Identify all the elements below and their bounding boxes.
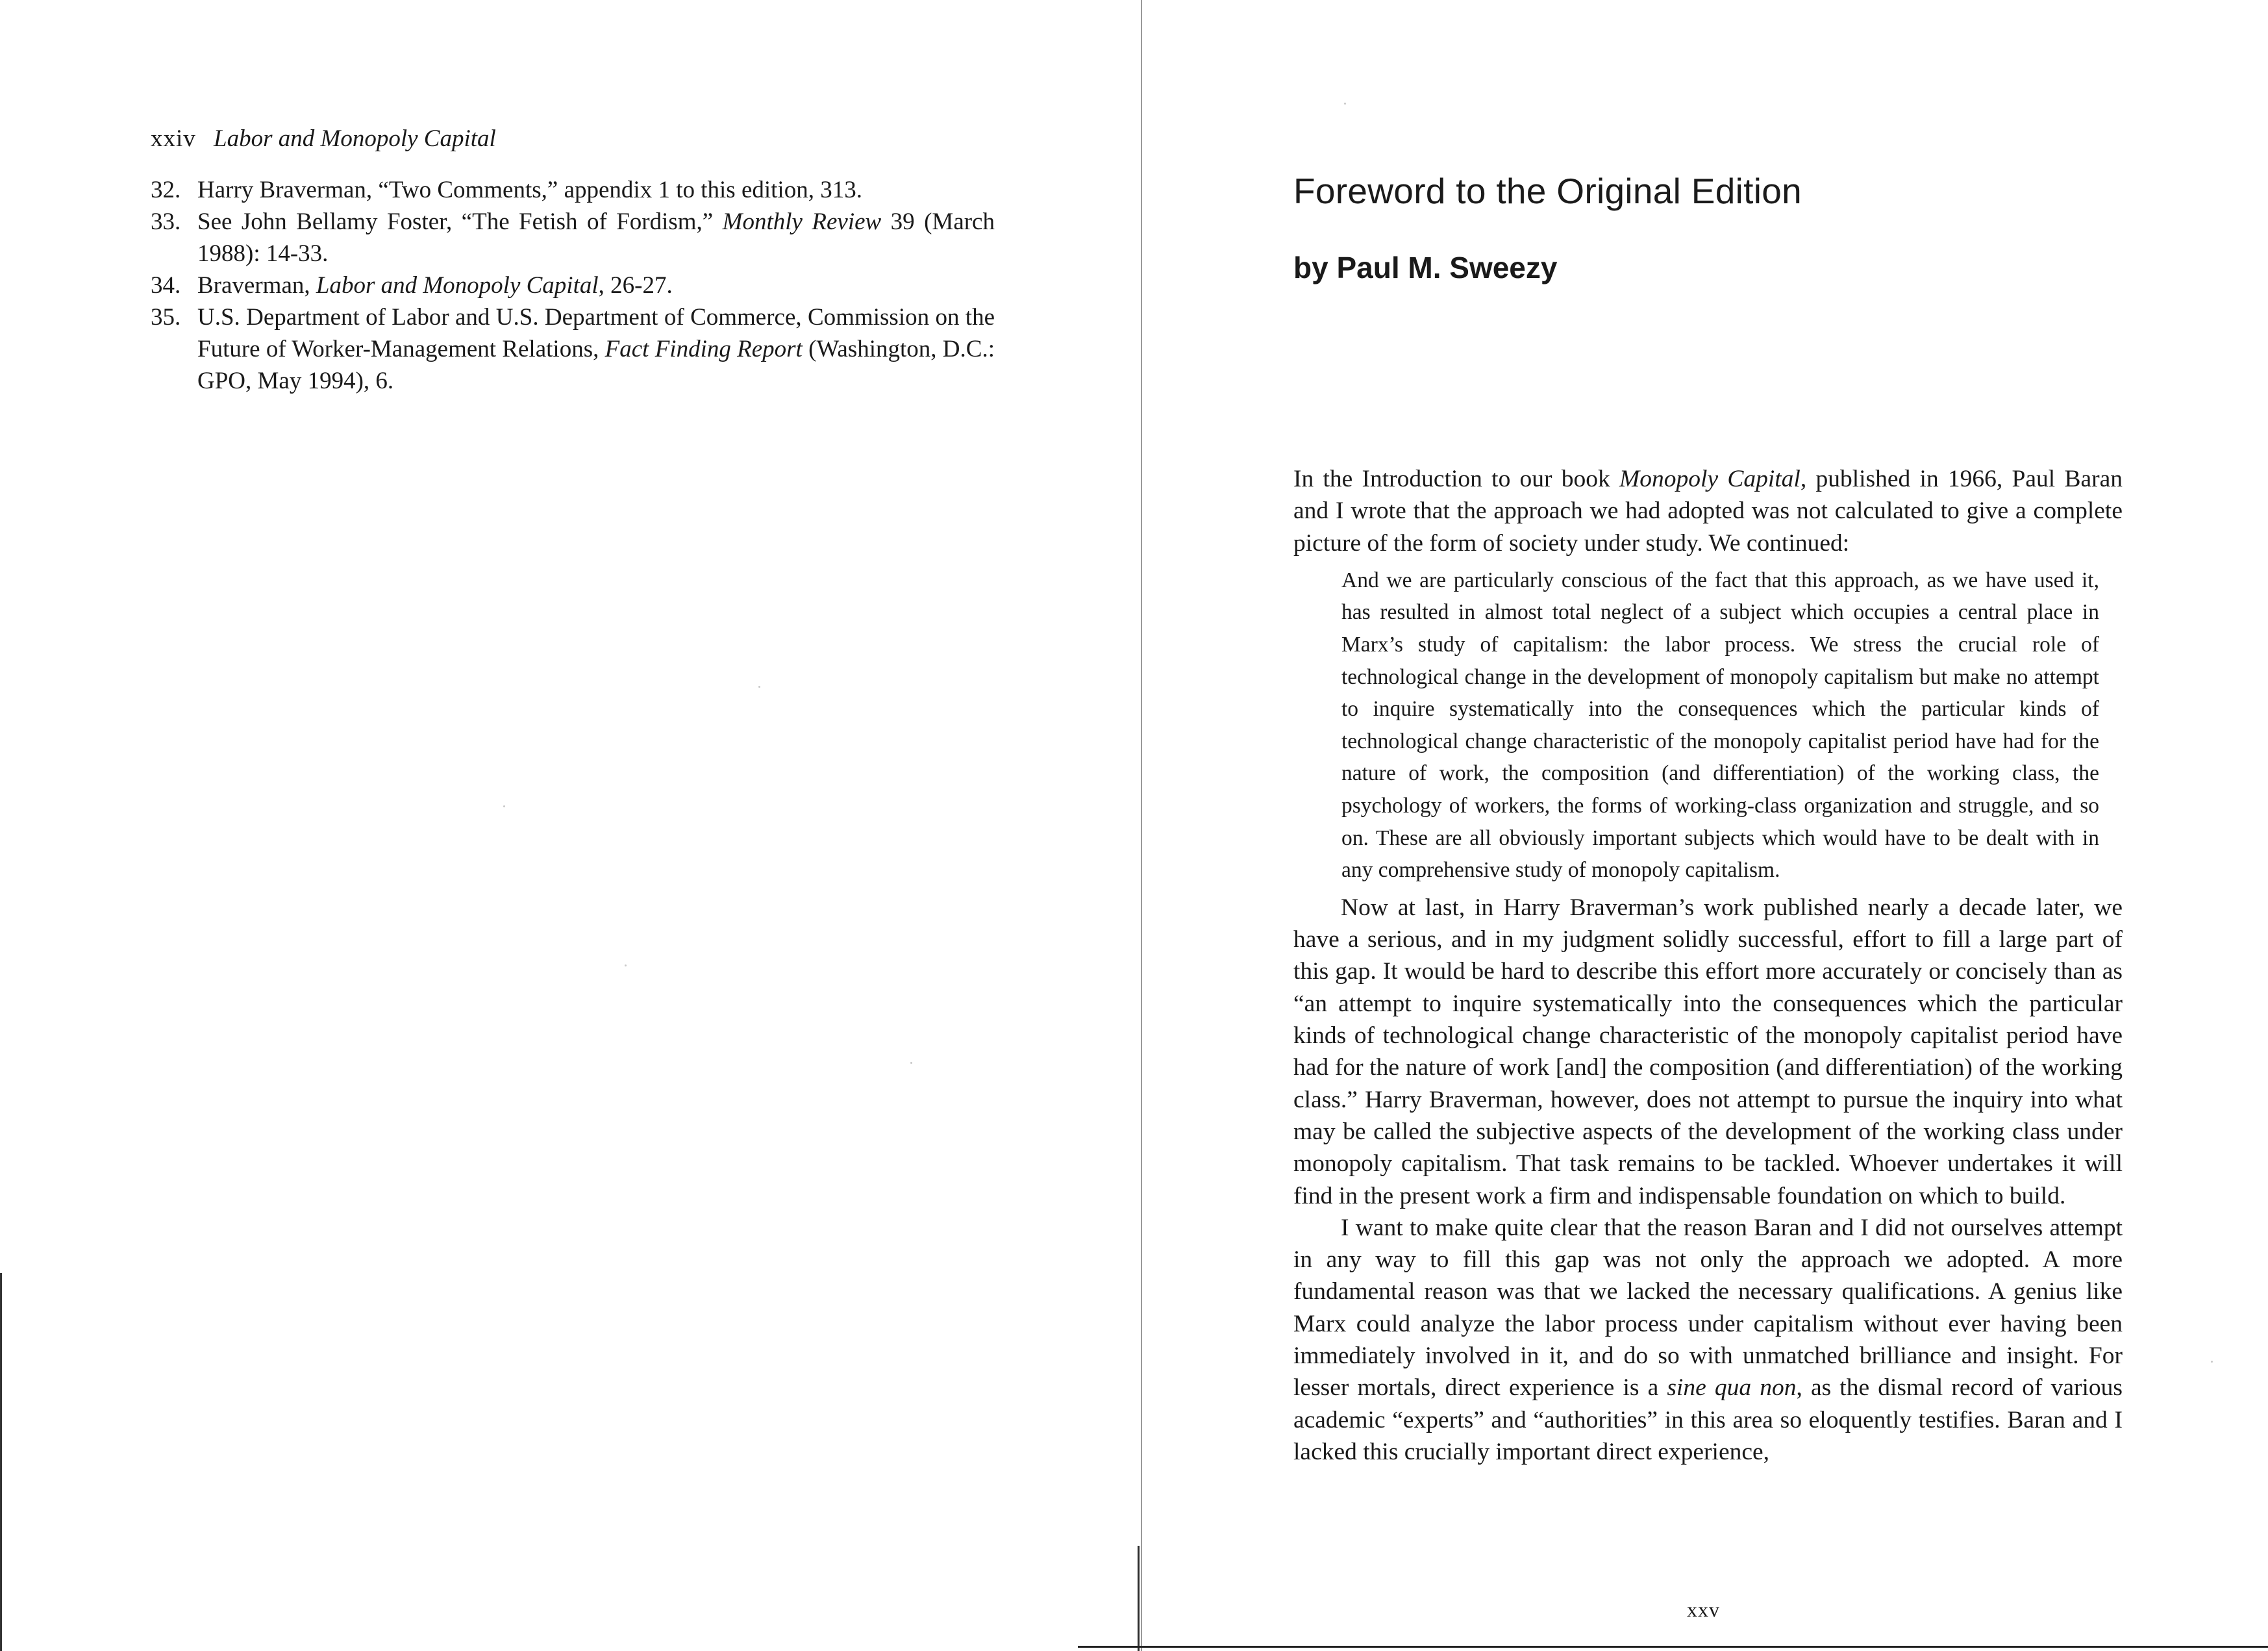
endnote-text: Harry Braverman, “Two Comments,” appendix 1 to this edition, 313. xyxy=(197,177,862,203)
scan-speck xyxy=(910,1062,912,1064)
italic-title: sine qua non xyxy=(1667,1374,1797,1402)
intro-paragraph: In the Introduction to our book Monopoly Capital, published in 1966, Paul Baran and I wrote that the approach we had adopted was not calculated to give a complete picture of the form of society under study. We continued: xyxy=(1293,466,2123,557)
scan-speck xyxy=(503,805,505,807)
endnote-number: 34. xyxy=(151,272,181,299)
endnote-text: See John Bellamy Foster, “The Fetish of Fordism,” Monthly Review 39 (March 1988): 14-33. xyxy=(197,208,995,267)
page-bottom-rule xyxy=(1078,1646,2268,1648)
scan-speck xyxy=(2211,1361,2213,1363)
scan-speck xyxy=(625,964,627,966)
page-number: xxiv xyxy=(151,125,196,152)
endnote xyxy=(151,301,995,397)
left-scan-edge xyxy=(0,1273,2,1651)
endnote-number: 32. xyxy=(151,177,181,203)
byline: by Paul M. Sweezy xyxy=(1293,251,1558,284)
running-head xyxy=(151,125,496,153)
body-paragraph: Now at last, in Harry Braverman’s work published nearly a decade later, we have a serious, and in my judgment solidly successful, effort to fill a large part of this gap. It would be hard to describe this effort more accurately or concisely than as “an attempt to inquire systematically into the consequences which the particular kinds of technological change characteristic of the monopoly capitalist period have had for the nature of work [and] the composition (and differentiation) of the working class.” Harry Braverman, however, does not attempt to pursue the inquiry into what may be called the subjective aspects of the development of the working class under monopoly capitalism. That task remains to be tackled. Whoever undertakes it will find in the present work a firm and indispensable foundation on which to build. xyxy=(1293,894,2123,1209)
italic-title: Monopoly Capital xyxy=(1619,466,1801,492)
endnote-text: Braverman, Labor and Monopoly Capital, 26-27. xyxy=(197,272,673,299)
gutter-shadow xyxy=(1141,0,1142,1651)
endnote-number: 33. xyxy=(151,208,181,235)
endnotes-list xyxy=(151,174,995,397)
foreword-body xyxy=(1293,463,2123,1468)
gutter-edge xyxy=(1138,1546,1140,1651)
body-paragraph: I want to make quite clear that the reason Baran and I did not ourselves attempt in any way to fill this gap was not only the approach we adopted. A more fundamental reason was that we lacked the necessary qualifications. A genius like Marx could analyze the labor process under capitalism without ever having been immediately involved in it, and do so with unmatched brilliance and insight. For lesser mortals, direct experience is a sine qua non, as the dismal record of various academic “experts” and “authorities” in this area so eloquently testifies. Baran and I lacked this crucially important direct experience, xyxy=(1293,1214,2123,1465)
endnote xyxy=(151,174,995,206)
block-quote: And we are particularly conscious of the fact that this approach, as we have used it, has resulted in almost total neglect of a subject which occupies a central place in Marx’s study of capitalism: the labor process. We stress the crucial role of technological change in the development of monopoly capitalism but make no attempt to inquire systematically into the consequences which the particular kinds of technological change characteristic of the monopoly capitalist period have had for the nature of work, the composition (and differentiation) of the working class, the psychology of workers, the forms of working-class organization and struggle, and so on. These are all obviously important subjects which would have to be dealt with in any comprehensive study of monopoly capitalism. xyxy=(1341,568,2099,883)
italic-title: Monthly Review xyxy=(722,208,882,235)
scan-speck xyxy=(1344,103,1346,105)
endnote xyxy=(151,206,995,270)
scan-speck xyxy=(758,686,760,688)
page-folio: xxv xyxy=(1687,1598,1720,1621)
chapter-title: Foreword to the Original Edition xyxy=(1293,171,1802,211)
italic-title: Fact Finding Report xyxy=(604,336,803,362)
italic-title: Labor and Monopoly Capital xyxy=(316,272,599,299)
endnote-text: U.S. Department of Labor and U.S. Department of Commerce, Commission on the Future of Worker-Management Relations, Fact Finding Report (Washington, D.C.: GPO, May 1994), 6. xyxy=(197,304,995,394)
quotation xyxy=(1293,564,2123,887)
endnote xyxy=(151,270,995,301)
running-head-title: Labor and Monopoly Capital xyxy=(214,125,496,152)
endnote-number: 35. xyxy=(151,304,181,331)
